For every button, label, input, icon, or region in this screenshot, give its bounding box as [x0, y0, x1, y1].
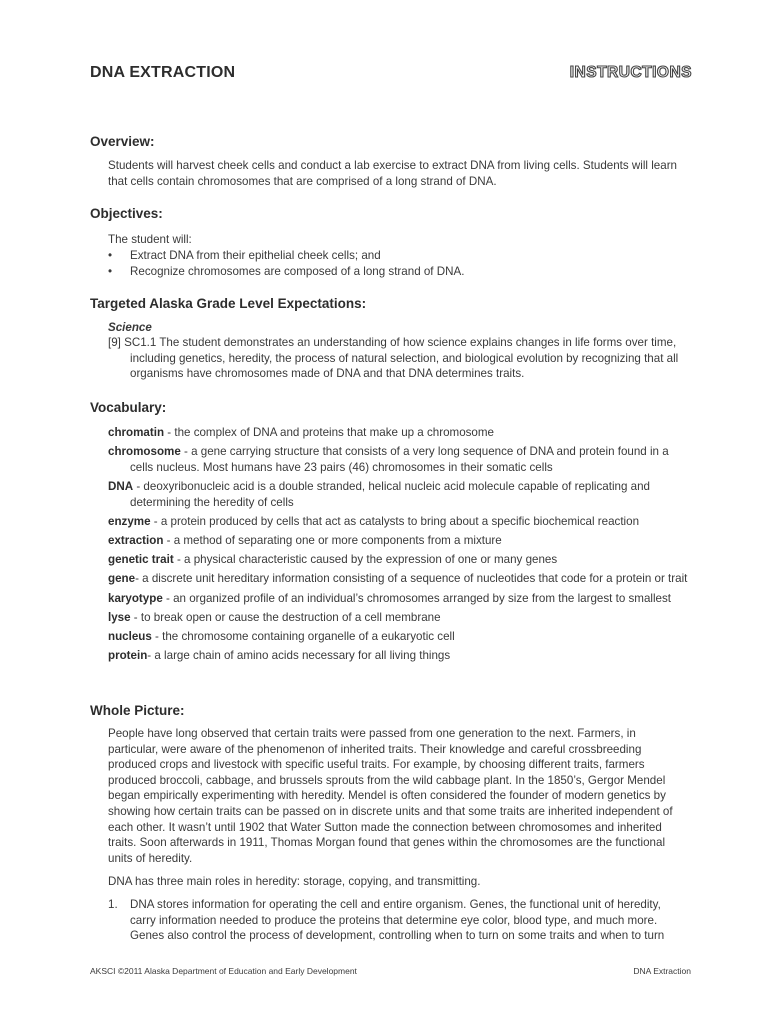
vocab-definition: - a physical characteristic caused by the expression of one or many genes — [173, 553, 558, 567]
vocabulary-heading: Vocabulary: — [90, 400, 167, 415]
vocab-definition: - a protein produced by cells that act as catalysts to bring about a specific biochemical reaction — [150, 514, 640, 528]
vocab-term: DNA — [108, 479, 134, 493]
heredity-role-item — [108, 897, 688, 944]
vocab-entry — [108, 444, 688, 475]
objectives-heading: Objectives: — [90, 206, 163, 221]
vocab-definition: - the complex of DNA and proteins that make up a chromosome — [164, 426, 494, 439]
vocab-definition: - the chromosome containing organelle of a eukaryotic cell — [151, 629, 455, 643]
expectations-subject: Science — [108, 321, 152, 334]
vocab-term: nucleus — [108, 629, 152, 643]
whole-picture-paragraph: DNA has three main roles in heredity: storage, copying, and transmitting. — [108, 875, 481, 888]
vocab-entry — [108, 479, 688, 510]
vocab-term: gene — [108, 572, 136, 586]
vocab-definition: - a method of separating one or more components from a mixture — [163, 533, 502, 547]
document-title: DNA EXTRACTION — [90, 64, 236, 81]
vocab-definition: - deoxyribonucleic acid is a double stranded, helical nucleic acid molecule capable of replicating and determining the heredity of cells — [130, 479, 650, 509]
vocab-definition: - a large chain of amino acids necessary for all living things — [147, 649, 451, 663]
vocab-term: extraction — [108, 533, 164, 547]
vocab-definition: - to break open or cause the destruction of a cell membrane — [130, 610, 441, 624]
vocab-term: chromosome — [108, 445, 181, 459]
list-text: DNA stores information for operating the cell and entire organism. Genes, the functional unit of heredity, carry information needed to produce the proteins that determine eye color, blood type, and much more. Genes also control the process of development, controlling when to turn on some traits and when to turn — [130, 898, 665, 943]
footer-copyright: AKSCI ©2011 Alaska Department of Education and Early Development — [90, 966, 357, 976]
vocab-entry — [108, 629, 688, 645]
heredity-roles-list — [108, 897, 688, 944]
document-type-label: INSTRUCTIONS — [569, 64, 692, 81]
overview-text: Students will harvest cheek cells and conduct a lab exercise to extract DNA from living cells. Students will learn that cells contain chromosomes that are comprised of a long strand of DNA. — [108, 159, 677, 188]
vocab-definition: - a gene carrying structure that consists of a very long sequence of DNA and protein found in a cells nucleus. Most humans have 23 pairs (46) chromosomes in their somatic cells — [130, 445, 669, 474]
vocab-entry — [108, 648, 688, 664]
overview-heading: Overview: — [90, 134, 155, 149]
whole-picture-paragraph: People have long observed that certain traits were passed from one generation to the next. Farmers, in particular, were aware of the phenomenon of inherited traits. Their knowledge and careful crossbreeding produced crops and livestock with specific useful traits. For example, by choosing different traits, farmers produced broccoli, cabbage, and brussels sprouts from the wild cabbage plant. In the 1850’s, Gergor Mendel began empirically experimenting with heredity. Mendel is often considered the founder of modern genetics by showing how certain traits can be passed on in discrete units and that some traits are inherited independent of each other. It wasn’t until 1902 that Water Sutton made the connection between chromosomes and inherited traits. Soon afterwards in 1911, Thomas Morgan found that genes within the chromosomes are the functional units of heredity. — [108, 727, 673, 865]
list-number: 1. — [108, 898, 118, 911]
objectives-intro: The student will: — [108, 233, 192, 246]
vocab-term: karyotype — [108, 591, 163, 605]
vocab-entry — [108, 552, 688, 568]
expectations-heading: Targeted Alaska Grade Level Expectations: — [90, 296, 367, 311]
vocab-entry — [108, 514, 688, 530]
vocab-definition: - a discrete unit hereditary information consisting of a sequence of nucleotides that code for a protein or trait — [135, 572, 688, 586]
expectations-text: [9] SC1.1 The student demonstrates an understanding of how science explains changes in life forms over time, including genetics, heredity, the process of natural selection, and biological evolution by recognizing that all organisms have chromosomes made of DNA and that DNA determines traits. — [108, 336, 679, 381]
vocab-definition: - an organized profile of an individual’s chromosomes arranged by size from the largest to smallest — [162, 591, 672, 605]
vocab-term: chromatin — [108, 426, 165, 439]
vocab-entry — [108, 610, 688, 626]
footer-doc-name: DNA Extraction — [633, 966, 691, 976]
vocab-entry — [108, 533, 688, 549]
vocab-entry — [108, 591, 688, 607]
objective-item: • Extract DNA from their epithelial cheek cells; and — [108, 248, 688, 264]
vocabulary-list — [108, 425, 688, 667]
vocab-term: lyse — [108, 610, 131, 624]
whole-picture-heading: Whole Picture: — [90, 703, 185, 718]
vocab-entry — [108, 425, 688, 441]
vocab-term: enzyme — [108, 514, 151, 528]
vocab-entry — [108, 571, 688, 587]
objectives-list — [108, 248, 688, 279]
vocab-term: protein — [108, 649, 148, 663]
vocab-term: genetic trait — [108, 553, 174, 567]
objective-item: • Recognize chromosomes are composed of a long strand of DNA. — [108, 264, 688, 280]
